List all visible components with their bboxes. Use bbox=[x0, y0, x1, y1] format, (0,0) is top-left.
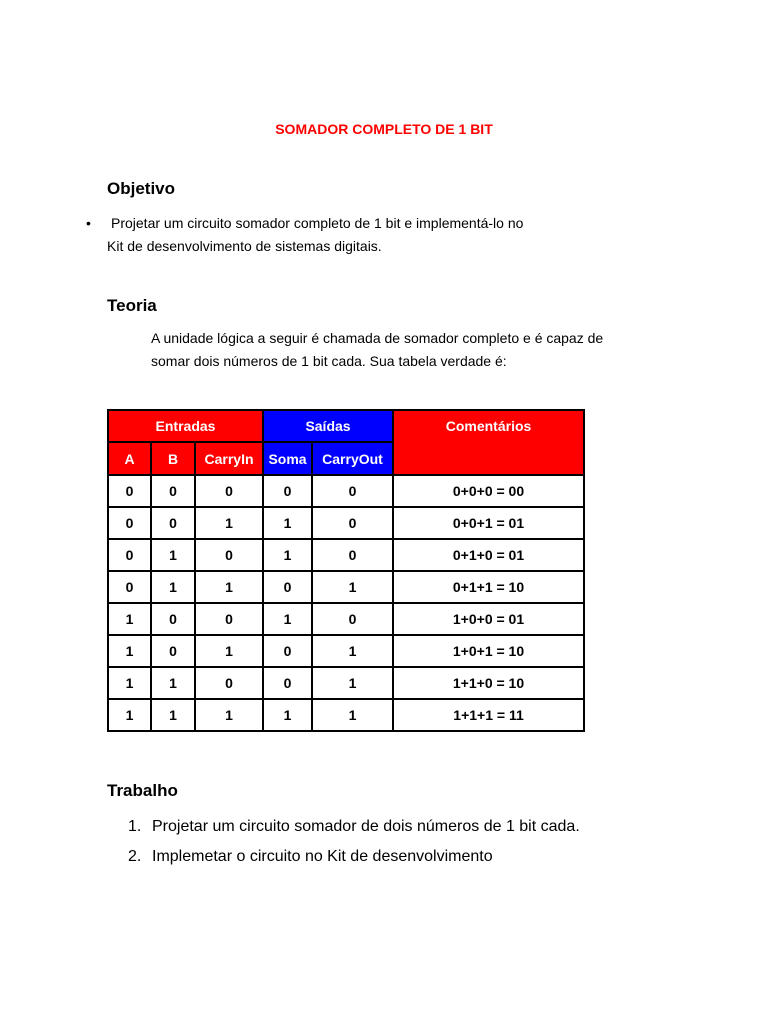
cell-comentario: 1+1+1 = 11 bbox=[393, 699, 584, 731]
header-saidas: Saídas bbox=[263, 410, 393, 442]
teoria-text-line2: somar dois números de 1 bit cada. Sua tabela verdade é: bbox=[151, 353, 507, 369]
cell-a: 0 bbox=[108, 507, 151, 539]
cell-b: 0 bbox=[151, 635, 195, 667]
trabalho-heading: Trabalho bbox=[107, 781, 178, 800]
cell-comentario: 1+0+0 = 01 bbox=[393, 603, 584, 635]
list-item-number: 2. bbox=[128, 848, 142, 865]
cell-a: 1 bbox=[108, 699, 151, 731]
list-item-text: Projetar um circuito somador de dois números de 1 bit cada. bbox=[152, 818, 580, 835]
cell-a: 0 bbox=[108, 571, 151, 603]
cell-carryin: 1 bbox=[195, 635, 263, 667]
table-row bbox=[108, 475, 584, 507]
cell-a: 0 bbox=[108, 475, 151, 507]
teoria-paragraph bbox=[151, 327, 711, 373]
cell-carryin: 0 bbox=[195, 475, 263, 507]
table-row bbox=[108, 571, 584, 603]
cell-comentario: 1+0+1 = 10 bbox=[393, 635, 584, 667]
list-item bbox=[128, 812, 580, 842]
header-entradas: Entradas bbox=[108, 410, 263, 442]
table-row bbox=[108, 667, 584, 699]
cell-comentario: 0+0+0 = 00 bbox=[393, 475, 584, 507]
objetivo-text-line2: Kit de desenvolvimento de sistemas digitais. bbox=[107, 238, 382, 254]
table-row bbox=[108, 507, 584, 539]
column-header-carryin: CarryIn bbox=[195, 442, 263, 475]
cell-b: 1 bbox=[151, 667, 195, 699]
cell-carryin: 0 bbox=[195, 603, 263, 635]
column-header-b: B bbox=[151, 442, 195, 475]
cell-carryin: 0 bbox=[195, 667, 263, 699]
objetivo-heading: Objetivo bbox=[107, 179, 176, 198]
cell-soma: 1 bbox=[263, 507, 312, 539]
list-item bbox=[128, 842, 580, 872]
objetivo-bullet-list bbox=[86, 212, 627, 258]
cell-carryout: 1 bbox=[312, 635, 393, 667]
cell-a: 1 bbox=[108, 667, 151, 699]
column-header-soma: Soma bbox=[263, 442, 312, 475]
table-row bbox=[108, 539, 584, 571]
cell-carryout: 0 bbox=[312, 475, 393, 507]
objetivo-text-line1: Projetar um circuito somador completo de 1 bit e implementá-lo no bbox=[111, 215, 524, 231]
cell-soma: 1 bbox=[263, 699, 312, 731]
cell-comentario: 1+1+0 = 10 bbox=[393, 667, 584, 699]
cell-b: 0 bbox=[151, 475, 195, 507]
table-row bbox=[108, 635, 584, 667]
cell-b: 0 bbox=[151, 603, 195, 635]
cell-soma: 0 bbox=[263, 635, 312, 667]
bullet-icon: • bbox=[86, 215, 91, 231]
trabalho-list bbox=[128, 812, 580, 872]
cell-soma: 1 bbox=[263, 539, 312, 571]
cell-carryout: 0 bbox=[312, 539, 393, 571]
cell-b: 1 bbox=[151, 699, 195, 731]
cell-carryin: 1 bbox=[195, 507, 263, 539]
column-header-carryout: CarryOut bbox=[312, 442, 393, 475]
page-title: SOMADOR COMPLETO DE 1 BIT bbox=[275, 121, 493, 137]
truth-table bbox=[107, 409, 585, 732]
cell-soma: 0 bbox=[263, 571, 312, 603]
list-item-number: 1. bbox=[128, 818, 142, 835]
cell-comentario: 0+0+1 = 01 bbox=[393, 507, 584, 539]
teoria-heading: Teoria bbox=[107, 296, 157, 315]
cell-a: 0 bbox=[108, 539, 151, 571]
cell-carryout: 1 bbox=[312, 667, 393, 699]
cell-comentario: 0+1+1 = 10 bbox=[393, 571, 584, 603]
cell-a: 1 bbox=[108, 603, 151, 635]
cell-carryout: 1 bbox=[312, 699, 393, 731]
cell-carryin: 0 bbox=[195, 539, 263, 571]
cell-a: 1 bbox=[108, 635, 151, 667]
cell-soma: 1 bbox=[263, 603, 312, 635]
column-header-a: A bbox=[108, 442, 151, 475]
cell-b: 0 bbox=[151, 507, 195, 539]
cell-carryout: 0 bbox=[312, 603, 393, 635]
cell-b: 1 bbox=[151, 539, 195, 571]
list-item-text: Implemetar o circuito no Kit de desenvolvimento bbox=[152, 848, 493, 865]
table-group-header-row bbox=[108, 410, 584, 442]
cell-b: 1 bbox=[151, 571, 195, 603]
teoria-text-line1: A unidade lógica a seguir é chamada de somador completo e é capaz de bbox=[151, 330, 604, 346]
cell-carryin: 1 bbox=[195, 699, 263, 731]
table-row bbox=[108, 603, 584, 635]
cell-carryout: 1 bbox=[312, 571, 393, 603]
cell-soma: 0 bbox=[263, 667, 312, 699]
cell-soma: 0 bbox=[263, 475, 312, 507]
header-comentarios: Comentários bbox=[393, 410, 584, 475]
cell-carryout: 0 bbox=[312, 507, 393, 539]
cell-comentario: 0+1+0 = 01 bbox=[393, 539, 584, 571]
table-row bbox=[108, 699, 584, 731]
cell-carryin: 1 bbox=[195, 571, 263, 603]
